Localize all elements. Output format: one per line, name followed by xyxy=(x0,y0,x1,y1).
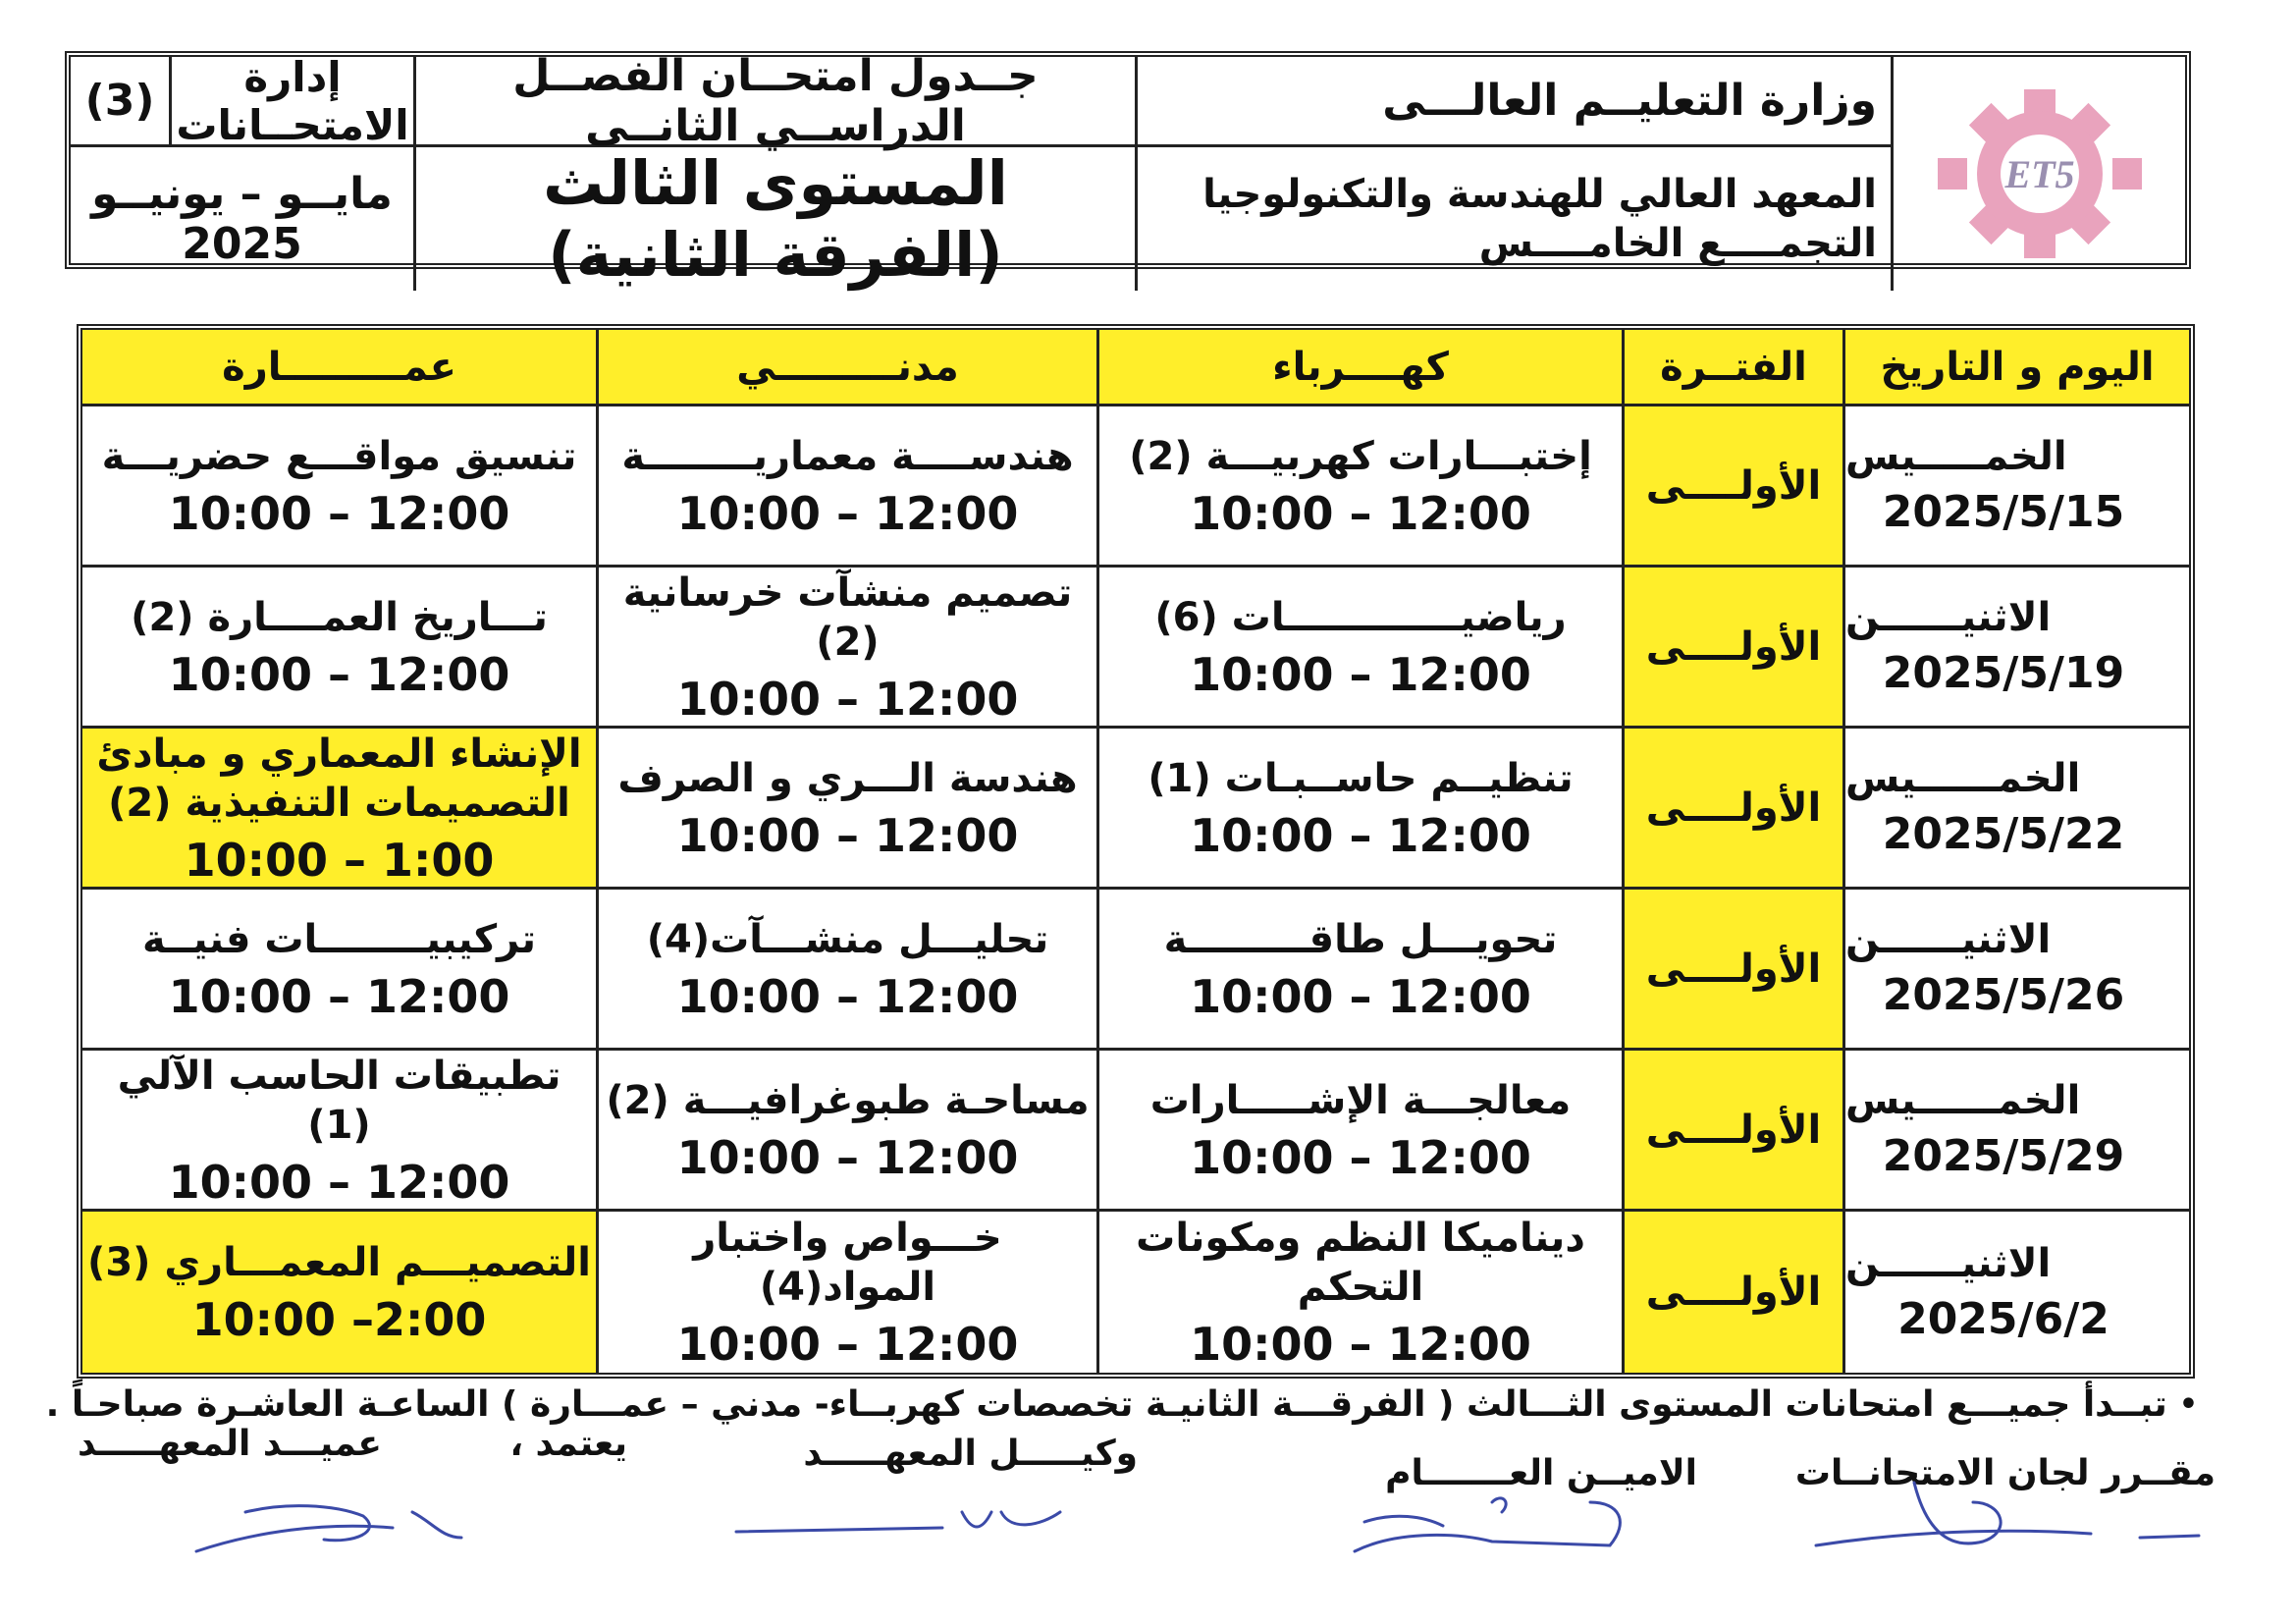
exam-time: 10:00 – 12:00 xyxy=(1190,647,1531,701)
civil-exam xyxy=(596,729,1096,890)
column-header-electrical: كهــــرباء xyxy=(1096,330,1622,406)
signatory-secretary-general: الاميــن العـــــــام xyxy=(1385,1453,1697,1493)
subject-name: تصميم منشآت خرسانية (2) xyxy=(622,569,1073,665)
column-header-period: الفتــرة xyxy=(1622,330,1842,406)
period-cell: الأولــــى xyxy=(1622,890,1842,1051)
period-cell: الأولــــى xyxy=(1622,1051,1842,1212)
exam-date: 2025/5/26 xyxy=(1882,970,2125,1020)
electrical-exam xyxy=(1096,729,1622,890)
exam-time: 10:00 – 12:00 xyxy=(1190,808,1531,862)
subject-name: تحليـــل منشـــآت(4) xyxy=(646,916,1049,962)
architecture-exam xyxy=(82,890,596,1051)
architecture-exam xyxy=(82,1212,596,1373)
signatory-vice-dean: وكيـــــل المعهـــــد xyxy=(803,1434,1138,1474)
exam-date: 2025/5/22 xyxy=(1882,809,2125,859)
day-name: الاثنيــــــن xyxy=(1845,1240,2052,1286)
exam-date: 2025/5/29 xyxy=(1882,1131,2125,1181)
dean-signature xyxy=(196,1506,461,1551)
exam-admin-label: إدارة الامتحــانات xyxy=(176,52,409,149)
electrical-exam xyxy=(1096,568,1622,729)
exam-time: 10:00 – 12:00 xyxy=(1190,1130,1531,1184)
subject-name: تطبيقات الحاسب الآلي (1) xyxy=(117,1053,561,1148)
footer-note xyxy=(46,1384,2198,1425)
exam-time: 10:00 –2:00 xyxy=(191,1293,487,1346)
exam-time: 10:00 – 1:00 xyxy=(184,833,495,887)
exam-date: 2025/5/15 xyxy=(1882,487,2125,537)
period-cell: الأولــــى xyxy=(1622,568,1842,729)
day-date-cell xyxy=(1842,729,2189,890)
logo-text: ET5 xyxy=(2003,152,2075,196)
subject-name: هندســــة معماريــــــــة xyxy=(621,433,1074,479)
architecture-exam xyxy=(82,406,596,568)
subject-name: خـــواص واختبار المواد(4) xyxy=(693,1216,1002,1310)
sheet-number: (3) xyxy=(71,57,172,144)
signatory-exam-committees: مقــرر لجان الامتحانــات xyxy=(1794,1453,2216,1493)
electrical-exam xyxy=(1096,1212,1622,1373)
day-date-cell xyxy=(1842,568,2189,729)
period-cell: الأولــــى xyxy=(1622,729,1842,890)
period-cell: الأولــــى xyxy=(1622,1212,1842,1373)
exam-time: 10:00 – 12:00 xyxy=(676,1318,1019,1371)
exam-time: 10:00 – 12:00 xyxy=(1190,1318,1531,1371)
secretary-general-signature xyxy=(1355,1498,1620,1551)
day-name: الخمـــــيس xyxy=(1845,434,2067,479)
institute-line-1: المعهد العالي للهندسة والتكنولوجيا xyxy=(1202,172,1877,217)
column-header-civil: مدنـــــــــي xyxy=(596,330,1096,406)
subject-name: التصميـــم المعمـــاري (3) xyxy=(87,1240,591,1285)
exam-time: 10:00 – 12:00 xyxy=(676,808,1019,862)
exam-time: 10:00 – 12:00 xyxy=(676,486,1019,540)
schedule-title: جــدول امتحــان الفصــل الدراســي الثانــى xyxy=(413,57,1135,147)
civil-exam xyxy=(596,890,1096,1051)
civil-exam xyxy=(596,1051,1096,1212)
exam-admin-cell xyxy=(71,52,413,149)
subject-name: الإنشاء المعماري و مبادئ التصميمات التنفيذية (2) xyxy=(96,731,582,826)
civil-exam xyxy=(596,1212,1096,1373)
exam-date: 2025/5/19 xyxy=(1882,648,2125,698)
day-date-cell xyxy=(1842,1051,2189,1212)
civil-exam xyxy=(596,568,1096,729)
subject-name: هندسة الـــري و الصرف xyxy=(617,755,1078,801)
signatory-dean: عميـــد المعهـــــد xyxy=(77,1424,382,1464)
subject-name: ديناميكا النظم ومكونات التحكم xyxy=(1136,1216,1585,1310)
level-title: المستوى الثالث (الفرقة الثانية) xyxy=(413,147,1135,291)
exam-committees-signature xyxy=(1816,1483,2199,1545)
day-name: الاثنيــــــن xyxy=(1845,595,2052,640)
vice-dean-signature xyxy=(736,1512,1060,1532)
document-header xyxy=(65,50,2191,291)
exam-time: 10:00 – 12:00 xyxy=(676,969,1019,1023)
handwritten-signatures xyxy=(0,1443,2296,1624)
period-cell: الأولــــى xyxy=(1622,406,1842,568)
architecture-exam xyxy=(82,568,596,729)
civil-exam xyxy=(596,406,1096,568)
exam-time: 10:00 – 12:00 xyxy=(1190,969,1531,1023)
subject-name: معالجـــة الإشـــــارات xyxy=(1149,1077,1572,1123)
exam-time: 10:00 – 12:00 xyxy=(676,672,1019,726)
day-date-cell xyxy=(1842,1212,2189,1373)
exam-time: 10:00 – 12:00 xyxy=(168,647,510,701)
exam-time: 10:00 – 12:00 xyxy=(168,486,510,540)
institute-name xyxy=(1135,147,1891,291)
subject-name: تركيبيــــــــات فنيــة xyxy=(141,916,537,962)
electrical-exam xyxy=(1096,890,1622,1051)
subject-name: مساحـة طبوغرافيـــة (2) xyxy=(606,1077,1090,1123)
electrical-exam xyxy=(1096,406,1622,568)
architecture-exam xyxy=(82,729,596,890)
day-date-cell xyxy=(1842,890,2189,1051)
institute-line-2: التجمــــع الخامــــس xyxy=(1478,221,1877,266)
subject-name: تنسيق مواقـــع حضريـــة xyxy=(101,433,577,479)
subject-name: إختبـــارات كهربيـــة (2) xyxy=(1129,433,1592,479)
column-header-day-date: اليوم و التاريخ xyxy=(1842,330,2189,406)
subject-name: تنظيــم حاســبـات (1) xyxy=(1148,755,1574,801)
day-name: الخمــــــيس xyxy=(1845,756,2081,801)
institute-logo xyxy=(1932,85,2148,262)
subject-name: رياضيـــــــــــــات (6) xyxy=(1154,594,1567,640)
day-name: الاثنيــــــن xyxy=(1845,917,2052,962)
logo-cell xyxy=(1891,57,2185,291)
exam-time: 10:00 – 12:00 xyxy=(1190,486,1531,540)
exam-schedule-table xyxy=(77,324,2195,1379)
exam-time: 10:00 – 12:00 xyxy=(676,1130,1019,1184)
day-name: الخمــــــيس xyxy=(1845,1078,2081,1123)
electrical-exam xyxy=(1096,1051,1622,1212)
architecture-exam xyxy=(82,1051,596,1212)
exam-time: 10:00 – 12:00 xyxy=(168,1155,510,1209)
exam-time: 10:00 – 12:00 xyxy=(168,969,510,1023)
subject-name: تحويـــل طاقـــــــــة xyxy=(1163,916,1558,962)
start-time-note: تبــدأ جميـــع امتحانات المستوى الثـــالث ( الفرقـــة الثانيـة تخصصات كهربــاء- مدني – عمـــارة ) الساعـة العاشـرة صباحـاً . xyxy=(45,1384,2167,1425)
exam-period: مايــو – يونيــو 2025 xyxy=(91,169,393,269)
day-date-cell xyxy=(1842,406,2189,568)
bullet-icon: • xyxy=(2178,1387,2198,1422)
column-header-architecture: عمـــــــــارة xyxy=(82,330,596,406)
subject-name: تـــاريخ العمــــارة (2) xyxy=(131,594,548,640)
ministry-name: وزارة التعليــم العالـــى xyxy=(1135,57,1891,147)
exam-date: 2025/6/2 xyxy=(1897,1293,2109,1344)
approval-label: يعتمد ، xyxy=(509,1424,627,1464)
